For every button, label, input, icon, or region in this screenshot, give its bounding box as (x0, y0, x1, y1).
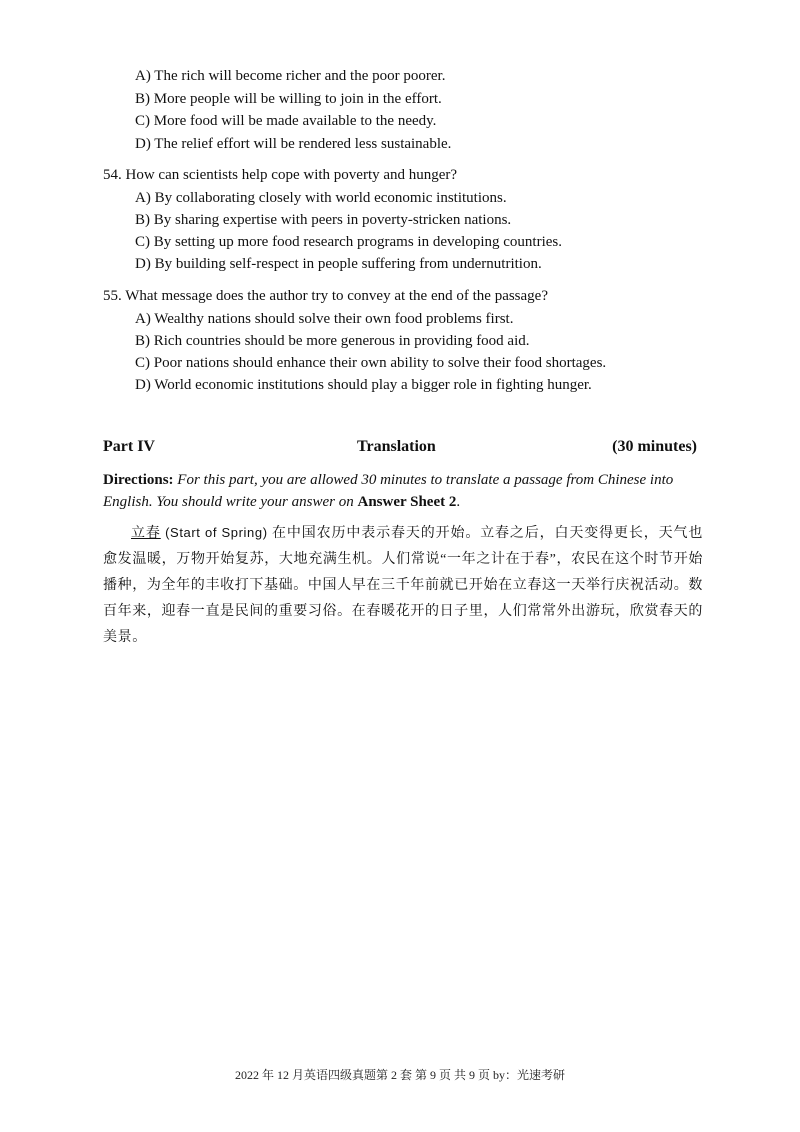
directions-label: Directions: (103, 472, 174, 488)
part-number: Part IV (103, 438, 155, 455)
part-time: (30 minutes) (612, 438, 697, 455)
q55-option-c: C) Poor nations should enhance their own ability to solve their food shortages. (135, 355, 607, 371)
q53-option-d: D) The relief effort will be rendered less sustainable. (135, 136, 452, 152)
answer-sheet-ref: Answer Sheet 2 (357, 494, 457, 510)
q55-option-b: B) Rich countries should be more generous in providing food aid. (135, 333, 530, 349)
part-title: Translation (357, 438, 436, 455)
part-heading (103, 438, 697, 460)
directions (103, 469, 701, 513)
q53-option-b: B) More people will be willing to join in the effort. (135, 91, 442, 107)
q54-option-d: D) By building self-respect in people suffering from undernutrition. (135, 256, 542, 272)
q54-option-a: A) By collaborating closely with world economic institutions. (135, 190, 507, 206)
page-footer: 2022 年 12 月英语四级真题第 2 套 第 9 页 共 9 页 by：光速考研 (234, 1068, 565, 1082)
q55-option-a: A) Wealthy nations should solve their own food problems first. (135, 311, 514, 327)
q55-option-d: D) World economic institutions should play a bigger role in fighting hunger. (135, 377, 592, 393)
q53-option-c: C) More food will be made available to the needy. (135, 113, 437, 129)
passage-text: 在中国农历中表示春天的开始。立春之后，白天变得更长，天气也愈发温暖，万物开始复苏，大地充满生机。人们常说“一年之计在于春”，农民在这个时节开始播种，为全年的丰收打下基础。中国人早在三千年前就已开始在立春这一天举行庆祝活动。数百年来，迎春一直是民间的重要习俗。在春暖花开的日子里，人们常常外出游玩，欣赏春天的美景。 (103, 526, 703, 645)
passage-term: 立春 (131, 526, 161, 541)
q54-option-b: B) By sharing expertise with peers in poverty-stricken nations. (135, 212, 512, 228)
passage-term-english: (Start of Spring) (165, 525, 268, 540)
translation-passage (103, 520, 703, 651)
directions-text: For this part, you are allowed 30 minutes to translate a passage from Chinese into English. You should write your answer on (103, 472, 674, 510)
q55-question: 55. What message does the author try to convey at the end of the passage? (103, 288, 548, 304)
q54-option-c: C) By setting up more food research programs in developing countries. (135, 234, 562, 250)
directions-period: . (456, 494, 461, 510)
q54-question: 54. How can scientists help cope with poverty and hunger? (103, 167, 458, 183)
q53-option-a: A) The rich will become richer and the poor poorer. (135, 68, 446, 84)
